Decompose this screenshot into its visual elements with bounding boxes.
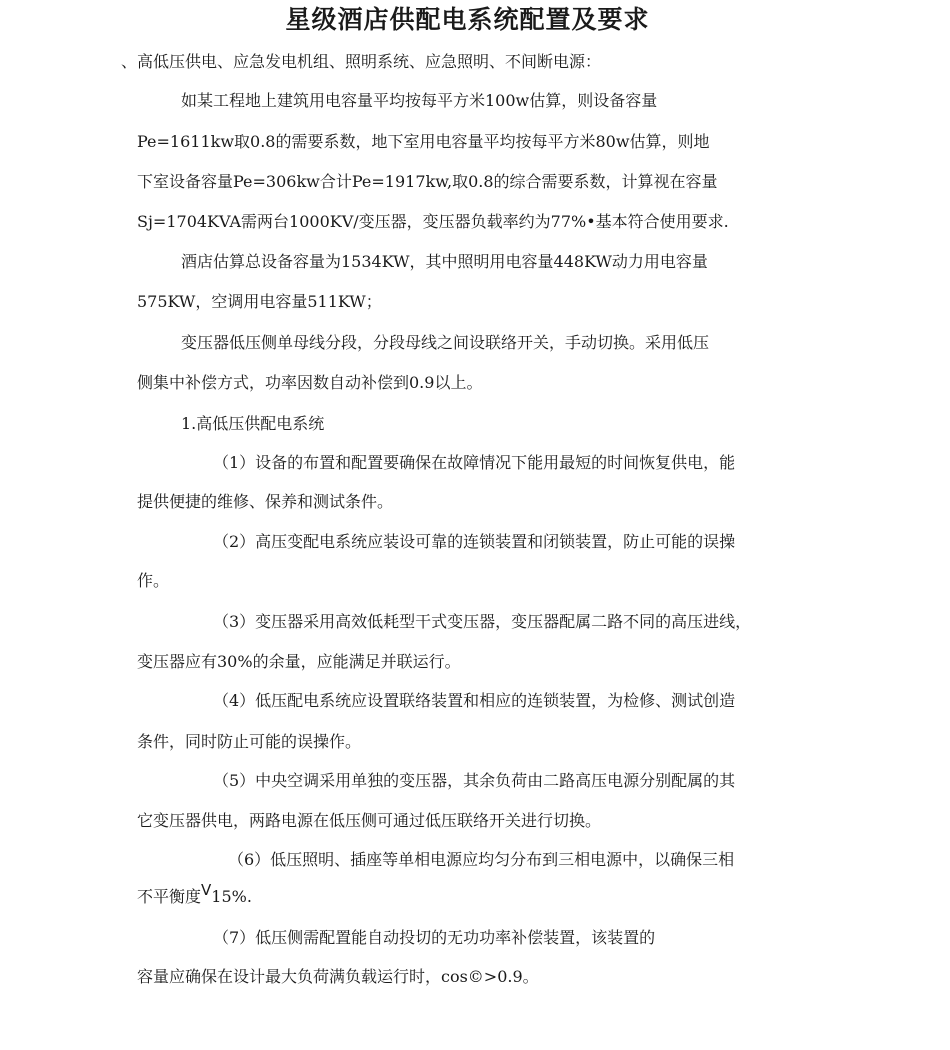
- list-item-line: （7）低压侧需配置能自动投切的无功功率补偿装置，该装置的: [213, 928, 656, 947]
- section-heading: 、高低压供电、应急发电机组、照明系统、应急照明、不间断电源：: [121, 52, 602, 71]
- paragraph-line: Pe=1611kw取0.8的需要系数，地下室用电容量平均按每平方米80w估算，则地: [137, 132, 710, 151]
- list-item-text: 15%.: [211, 887, 252, 906]
- subsection-heading: 1.高低压供配电系统: [181, 414, 325, 433]
- paragraph-line: Sj=1704KVA需两台1000KV/变压器，变压器负载率约为77%•基本符合使用要求.: [137, 212, 729, 231]
- paragraph-line: 如某工程地上建筑用电容量平均按每平方米100w估算，则设备容量: [181, 91, 658, 110]
- list-item-line: （3）变压器采用高效低耗型干式变压器，变压器配属二路不同的高压进线，: [213, 612, 752, 631]
- less-than-symbol: V: [201, 881, 212, 899]
- paragraph-line: 下室设备容量Pe=306kw合计Pe=1917kw,取0.8的综合需要系数，计算视在容量: [137, 172, 718, 191]
- list-item-line: （4）低压配电系统应设置联络装置和相应的连锁装置，为检修、测试创造: [213, 691, 736, 710]
- list-item-line: （2）高压变配电系统应装设可靠的连锁装置和闭锁装置，防止可能的误操: [213, 532, 736, 551]
- list-item-line: （6）低压照明、插座等单相电源应均匀分布到三相电源中，以确保三相: [228, 850, 735, 869]
- paragraph-line: 酒店估算总设备容量为1534KW，其中照明用电容量448KW动力用电容量: [181, 252, 708, 271]
- list-item-line: （1）设备的布置和配置要确保在故障情况下能用最短的时间恢复供电，能: [213, 453, 736, 472]
- list-item-line: 提供便捷的维修、保养和测试条件。: [137, 492, 394, 511]
- list-item-line: 容量应确保在设计最大负荷满负载运行时，cos©>0.9。: [137, 967, 539, 986]
- list-item-line: 它变压器供电，两路电源在低压侧可通过低压联络开关进行切换。: [137, 811, 602, 830]
- paragraph-line: 变压器低压侧单母线分段，分段母线之间设联络开关，手动切换。采用低压: [181, 333, 710, 352]
- list-item-line: 条件，同时防止可能的误操作。: [137, 732, 362, 751]
- list-item-line: （5）中央空调采用单独的变压器，其余负荷由二路高压电源分别配属的其: [213, 771, 736, 790]
- document-title: 星级酒店供配电系统配置及要求: [285, 5, 650, 34]
- list-item-text: 不平衡度: [137, 887, 202, 906]
- list-item-line: [137, 881, 252, 908]
- paragraph-line: 侧集中补偿方式，功率因数自动补偿到0.9以上。: [137, 373, 483, 392]
- list-item-line: 作。: [137, 571, 170, 590]
- paragraph-line: 575KW，空调用电容量511KW；: [137, 292, 382, 311]
- list-item-line: 变压器应有30%的余量，应能满足并联运行。: [137, 652, 461, 671]
